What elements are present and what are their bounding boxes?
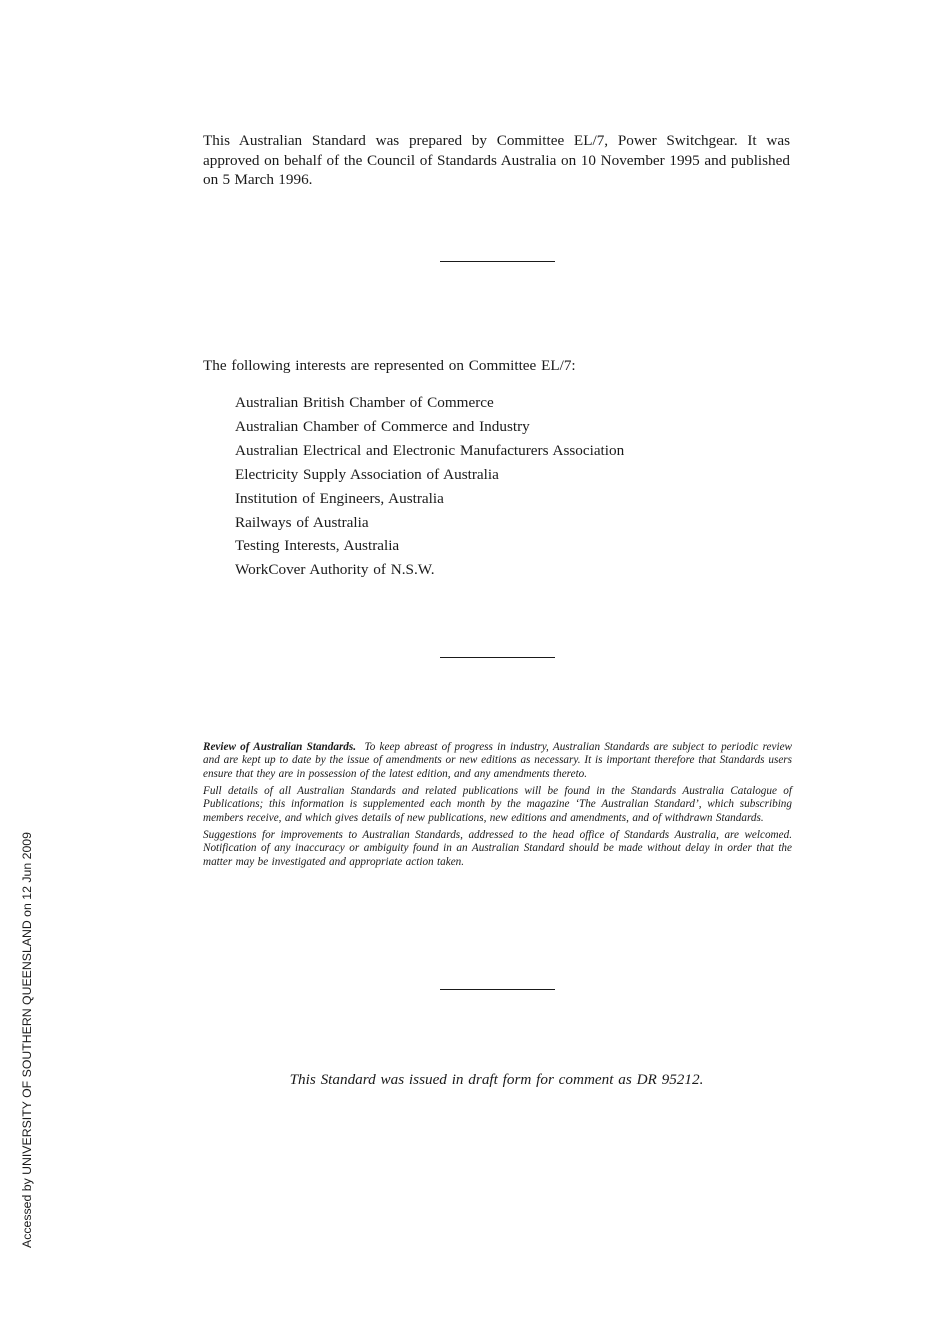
review-notice <box>203 741 792 873</box>
divider-rule <box>440 657 555 658</box>
review-paragraph <box>203 741 792 781</box>
intro-paragraph: This Australian Standard was prepared by Committee EL/7, Power Switchgear. It was approved on behalf of the Council of Standards Australia on 10 November 1995 and published on 5 March 1996. <box>203 132 790 188</box>
divider-rule <box>440 261 555 262</box>
review-text: To keep abreast of progress in industry, Australian Standards are subject to periodic review and are kept up to date by the issue of amendments or new editions as necessary. It is important therefore that Standards users ensure that they are in possession of the latest edition, and any amendments thereto. <box>203 741 792 780</box>
committee-heading: The following interests are represented on Committee EL/7: <box>203 357 576 374</box>
review-lead: Review of Australian Standards. <box>203 741 357 753</box>
review-paragraph: Full details of all Australian Standards and related publications will be found in the Standards Australia Catalogue of Publications; this information is supplemented each month by the magazine ‘The Australian Standard’, which subscribing members receive, and which gives details of new publications, new editions and amendments, and of withdrawn Standards. <box>203 784 792 824</box>
list-item: Railways of Australia <box>235 513 369 531</box>
list-item: Australian British Chamber of Commerce <box>235 394 494 411</box>
divider-rule <box>440 989 555 990</box>
review-paragraph: Suggestions for improvements to Australian Standards, addressed to the head office of Standards Australia, are welcomed. Notification of any inaccuracy or ambiguity found in an Australian Standard should be made without delay in order that the matter may be investigated and appropriate action taken. <box>203 828 792 868</box>
committee-interests-list <box>235 391 624 582</box>
list-item: Australian Chamber of Commerce and Industry <box>235 417 530 435</box>
list-item: Institution of Engineers, Australia <box>235 489 444 507</box>
list-item: Testing Interests, Australia <box>235 537 400 555</box>
list-item: WorkCover Authority of N.S.W. <box>235 561 435 579</box>
draft-note: This Standard was issued in draft form for comment as DR 95212. <box>289 1071 704 1088</box>
list-item: Australian Electrical and Electronic Manufacturers Association <box>235 441 625 459</box>
list-item: Electricity Supply Association of Australia <box>235 465 499 483</box>
access-stamp: Accessed by UNIVERSITY OF SOUTHERN QUEENSLAND on 12 Jun 2009 <box>20 832 34 1248</box>
